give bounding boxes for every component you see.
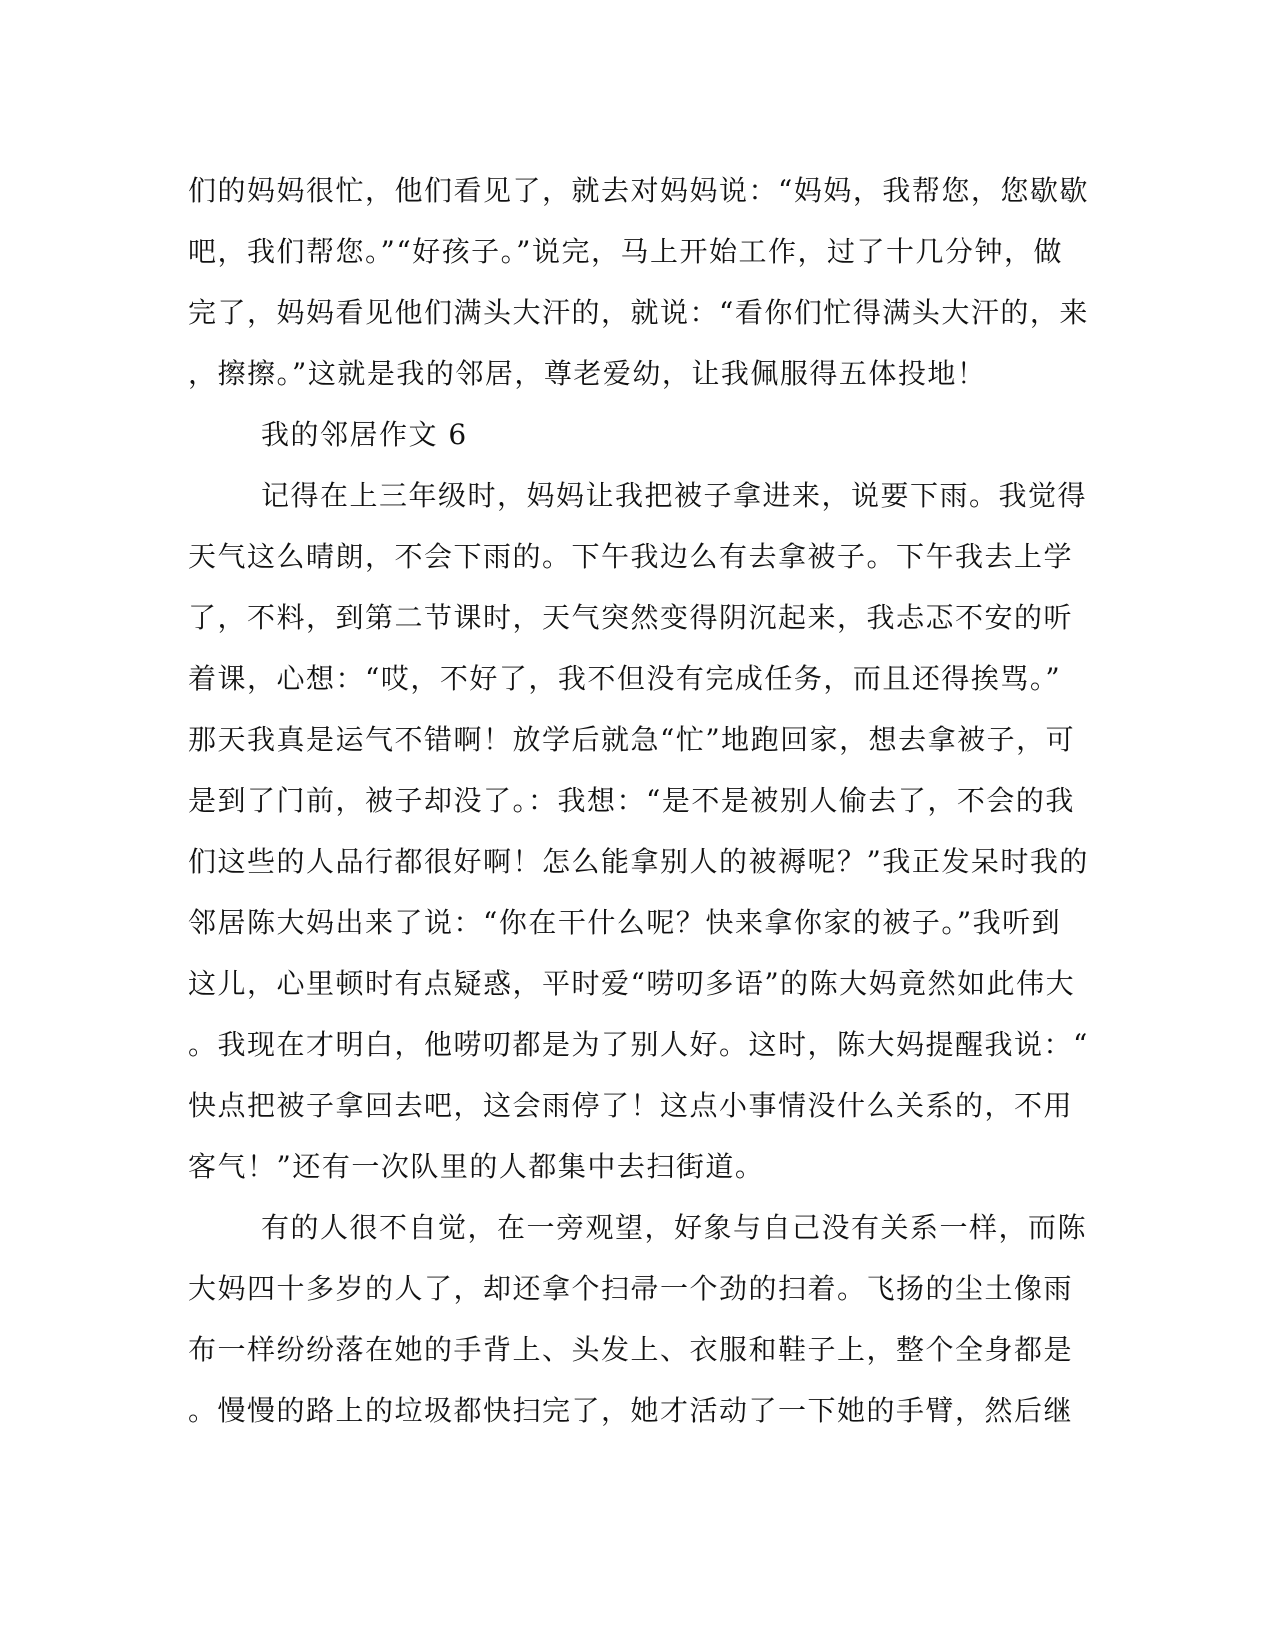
text-line: 快点把被子拿回去吧，这会雨停了！这点小事情没什么关系的，不用 <box>188 1089 1074 1122</box>
section-heading: 我的邻居作文 6 <box>261 418 468 451</box>
text-line: 邻居陈大妈出来了说：“你在干什么呢？快来拿你家的被子。”我听到 <box>188 906 1062 939</box>
text-line: 们的妈妈很忙，他们看见了，就去对妈妈说：“妈妈，我帮您，您歇歇 <box>188 174 1089 207</box>
text-line: 布一样纷纷落在她的手背上、头发上、衣服和鞋子上，整个全身都是 <box>188 1333 1074 1366</box>
text-line: 记得在上三年级时，妈妈让我把被子拿进来，说要下雨。我觉得 <box>261 479 1088 512</box>
text-line: 。我现在才明白，他唠叨都是为了别人好。这时，陈大妈提醒我说：“ <box>188 1028 1089 1061</box>
text-line: 大妈四十多岁的人了，却还拿个扫帚一个劲的扫着。飞扬的尘土像雨 <box>188 1272 1074 1305</box>
text-line: 吧，我们帮您。”“好孩子。”说完，马上开始工作，过了十几分钟，做 <box>188 235 1063 268</box>
text-line: ，擦擦。”这就是我的邻居，尊老爱幼，让我佩服得五体投地！ <box>188 357 987 390</box>
text-line: 着课，心想：“哎，不好了，我不但没有完成任务，而且还得挨骂。” <box>188 662 1062 695</box>
text-line: 是到了门前，被子却没了。：我想：“是不是被别人偷去了，不会的我 <box>188 784 1075 817</box>
text-line: 客气！”还有一次队里的人都集中去扫街道。 <box>188 1150 765 1183</box>
text-line: 有的人很不自觉，在一旁观望，好象与自己没有关系一样，而陈 <box>261 1211 1088 1244</box>
text-line: 那天我真是运气不错啊！放学后就急“忙”地跑回家，想去拿被子，可 <box>188 723 1076 756</box>
text-line: 完了，妈妈看见他们满头大汗的，就说：“看你们忙得满头大汗的，来 <box>188 296 1089 329</box>
text-line: 们这些的人品行都很好啊！怎么能拿别人的被褥呢？”我正发呆时我的 <box>188 845 1089 878</box>
text-line: 天气这么晴朗，不会下雨的。下午我边么有去拿被子。下午我去上学 <box>188 540 1074 573</box>
essay-body <box>188 160 1089 1441</box>
text-line: 了，不料，到第二节课时，天气突然变得阴沉起来，我忐忑不安的听 <box>188 601 1074 634</box>
text-line: 这儿，心里顿时有点疑惑，平时爱“唠叨多语”的陈大妈竟然如此伟大 <box>188 967 1076 1000</box>
text-line: 。慢慢的路上的垃圾都快扫完了，她才活动了一下她的手臂，然后继 <box>188 1394 1074 1427</box>
